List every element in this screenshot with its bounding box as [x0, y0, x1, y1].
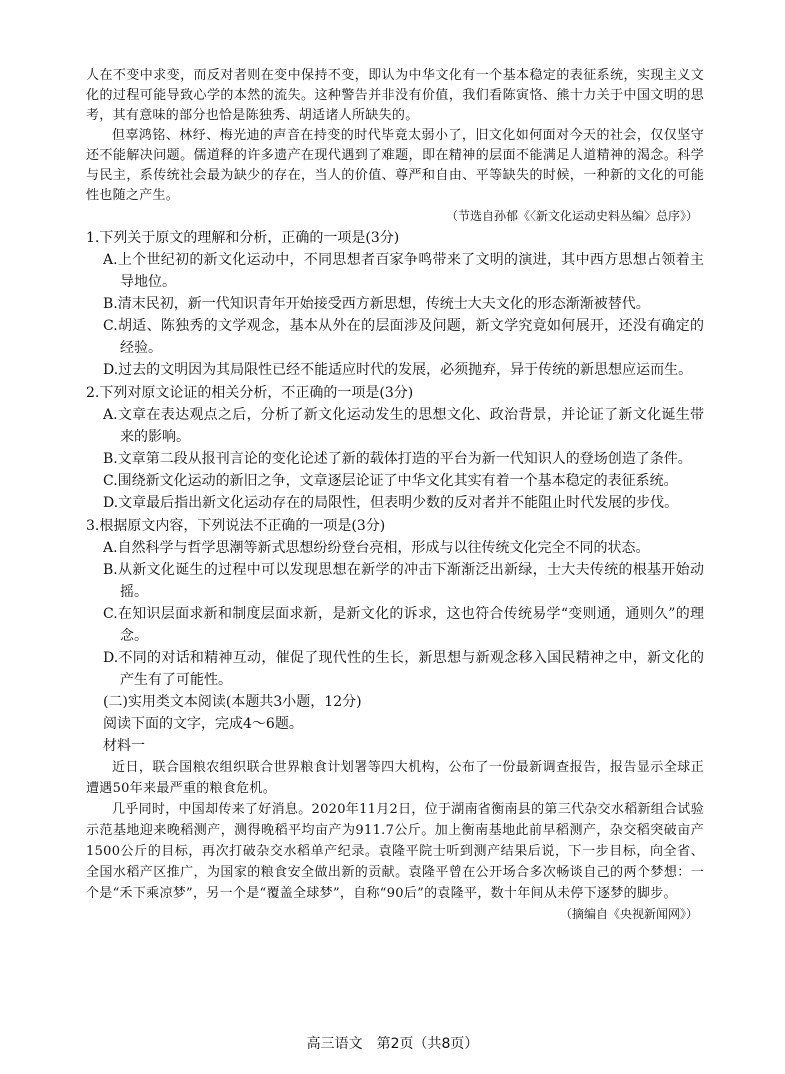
material-paragraph: 近日，联合国粮农组织联合世界粮食计划署等四大机构，公布了一份最新调查报告，报告显示全球正遭遇50年来最严重的粮食危机。	[86, 760, 704, 796]
question-3	[86, 515, 704, 691]
option-a: A.自然科学与哲学思潮等新式思想纷纷登台亮相，形成与以往传统文化完全不同的状态。	[103, 540, 650, 556]
page-content	[86, 66, 704, 924]
option-b: B.从新文化诞生的过程中可以发现思想在新学的冲击下渐渐泛出新绿，士大夫传统的根基开始动摇。	[103, 562, 704, 600]
section-heading: (二)实用类文本阅读(本题共3小题，12分)	[103, 694, 362, 710]
reading-instruction: 阅读下面的文字，完成4～6题。	[103, 716, 303, 732]
option-d: D.文章最后指出新文化运动存在的局限性，但表明少数的反对者并不能阻止时代发展的步伐。	[103, 495, 679, 511]
option-c: C.围绕新文化运动的新旧之争，文章逐层论证了中华文化其实有着一个基本稳定的表征系统。	[103, 473, 678, 489]
material-paragraph: 几乎同时，中国却传来了好消息。2020年11月2日，位于湖南省衡南县的第三代杂交水稻新组合试验示范基地迎来晚稻测产，测得晚稻平均亩产为911.7公斤。加上衡南基地此前早稻测产，杂交稻突破亩产1500公斤的目标，再次打破杂交水稻单产纪录。袁隆平院士听到测产结果后说，下一步目标，向全省、全国水稻产区推广，为国家的粮食安全做出新的贡献。袁隆平曾在公开场合多次畅谈自己的两个梦想：一个是“禾下乘凉梦”，另一个是“覆盖全球梦”，自称“90后”的袁隆平，数十年间从未停下逐梦的脚步。	[86, 802, 704, 901]
material-source: （摘编自《央视新闻网》）	[559, 907, 698, 921]
passage-source: （节选自孙郁《〈新文化运动史料丛编〉总序》）	[445, 209, 698, 223]
page-footer: 高三语文 第2页（共8页）	[306, 1036, 479, 1052]
passage-paragraph: 人在不变中求变，而反对者则在变中保持不变，即认为中华文化有一个基本稳定的表征系统，实现主义文化的过程可能导致心学的本然的流失。这种警告并非没有价值，我们看陈寅恪、熊十力关于中国文明的思考，其有意味的部分也恰是陈独秀、胡适诸人所缺失的。	[86, 68, 704, 123]
material-title: 材料一	[103, 738, 145, 754]
option-c: C.在知识层面求新和制度层面求新，是新文化的诉求，这也符合传统易学“变则通，通则久”的理念。	[103, 606, 704, 644]
question-stem: 3.根据原文内容，下列说法不正确的一项是(3分)	[86, 518, 386, 534]
question-2	[86, 382, 704, 514]
passage-paragraph: 但辜鸿铭、林纾、梅光迪的声音在持变的时代毕竟太弱小了，旧文化如何面对今天的社会，仅仅坚守还不能解决问题。儒道释的许多遗产在现代遇到了难题，即在精神的层面不能满足人道精神的渴念。科学与民主，系传统社会最为缺少的存在，当人的价值、尊严和自由、平等缺失的时候，一种新的文化的可能性也随之产生。	[86, 128, 704, 203]
option-c: C.胡适、陈独秀的文学观念，基本从外在的层面涉及问题，新文学究竟如何展开，还没有确定的经验。	[103, 318, 704, 356]
option-a: A.文章在表达观点之后，分析了新文化运动发生的思想文化、政治背景，并论证了新文化诞生带来的影响。	[103, 407, 704, 445]
option-d: D.不同的对话和精神互动，催促了现代性的生长，新思想与新观念移入国民精神之中，新文化的产生有了可能性。	[103, 650, 704, 688]
option-b: B.清末民初，新一代知识青年开始接受西方新思想，传统士大夫文化的形态渐渐被替代。	[103, 296, 650, 312]
question-stem: 1.下列关于原文的理解和分析，正确的一项是(3分)	[86, 230, 400, 246]
question-stem: 2.下列对原文论证的相关分析，不正确的一项是(3分)	[86, 385, 414, 401]
option-d: D.过去的文明因为其局限性已经不能适应时代的发展，必须抛弃，异于传统的新思想应运而生。	[103, 362, 693, 378]
option-b: B.文章第二段从报刊言论的变化论述了新的载体打造的平台为新一代知识人的登场创造了条件。	[103, 451, 692, 467]
question-1	[86, 227, 704, 381]
option-a: A.上个世纪初的新文化运动中，不同思想者百家争鸣带来了文明的演进，其中西方思想占领着主导地位。	[103, 252, 704, 290]
